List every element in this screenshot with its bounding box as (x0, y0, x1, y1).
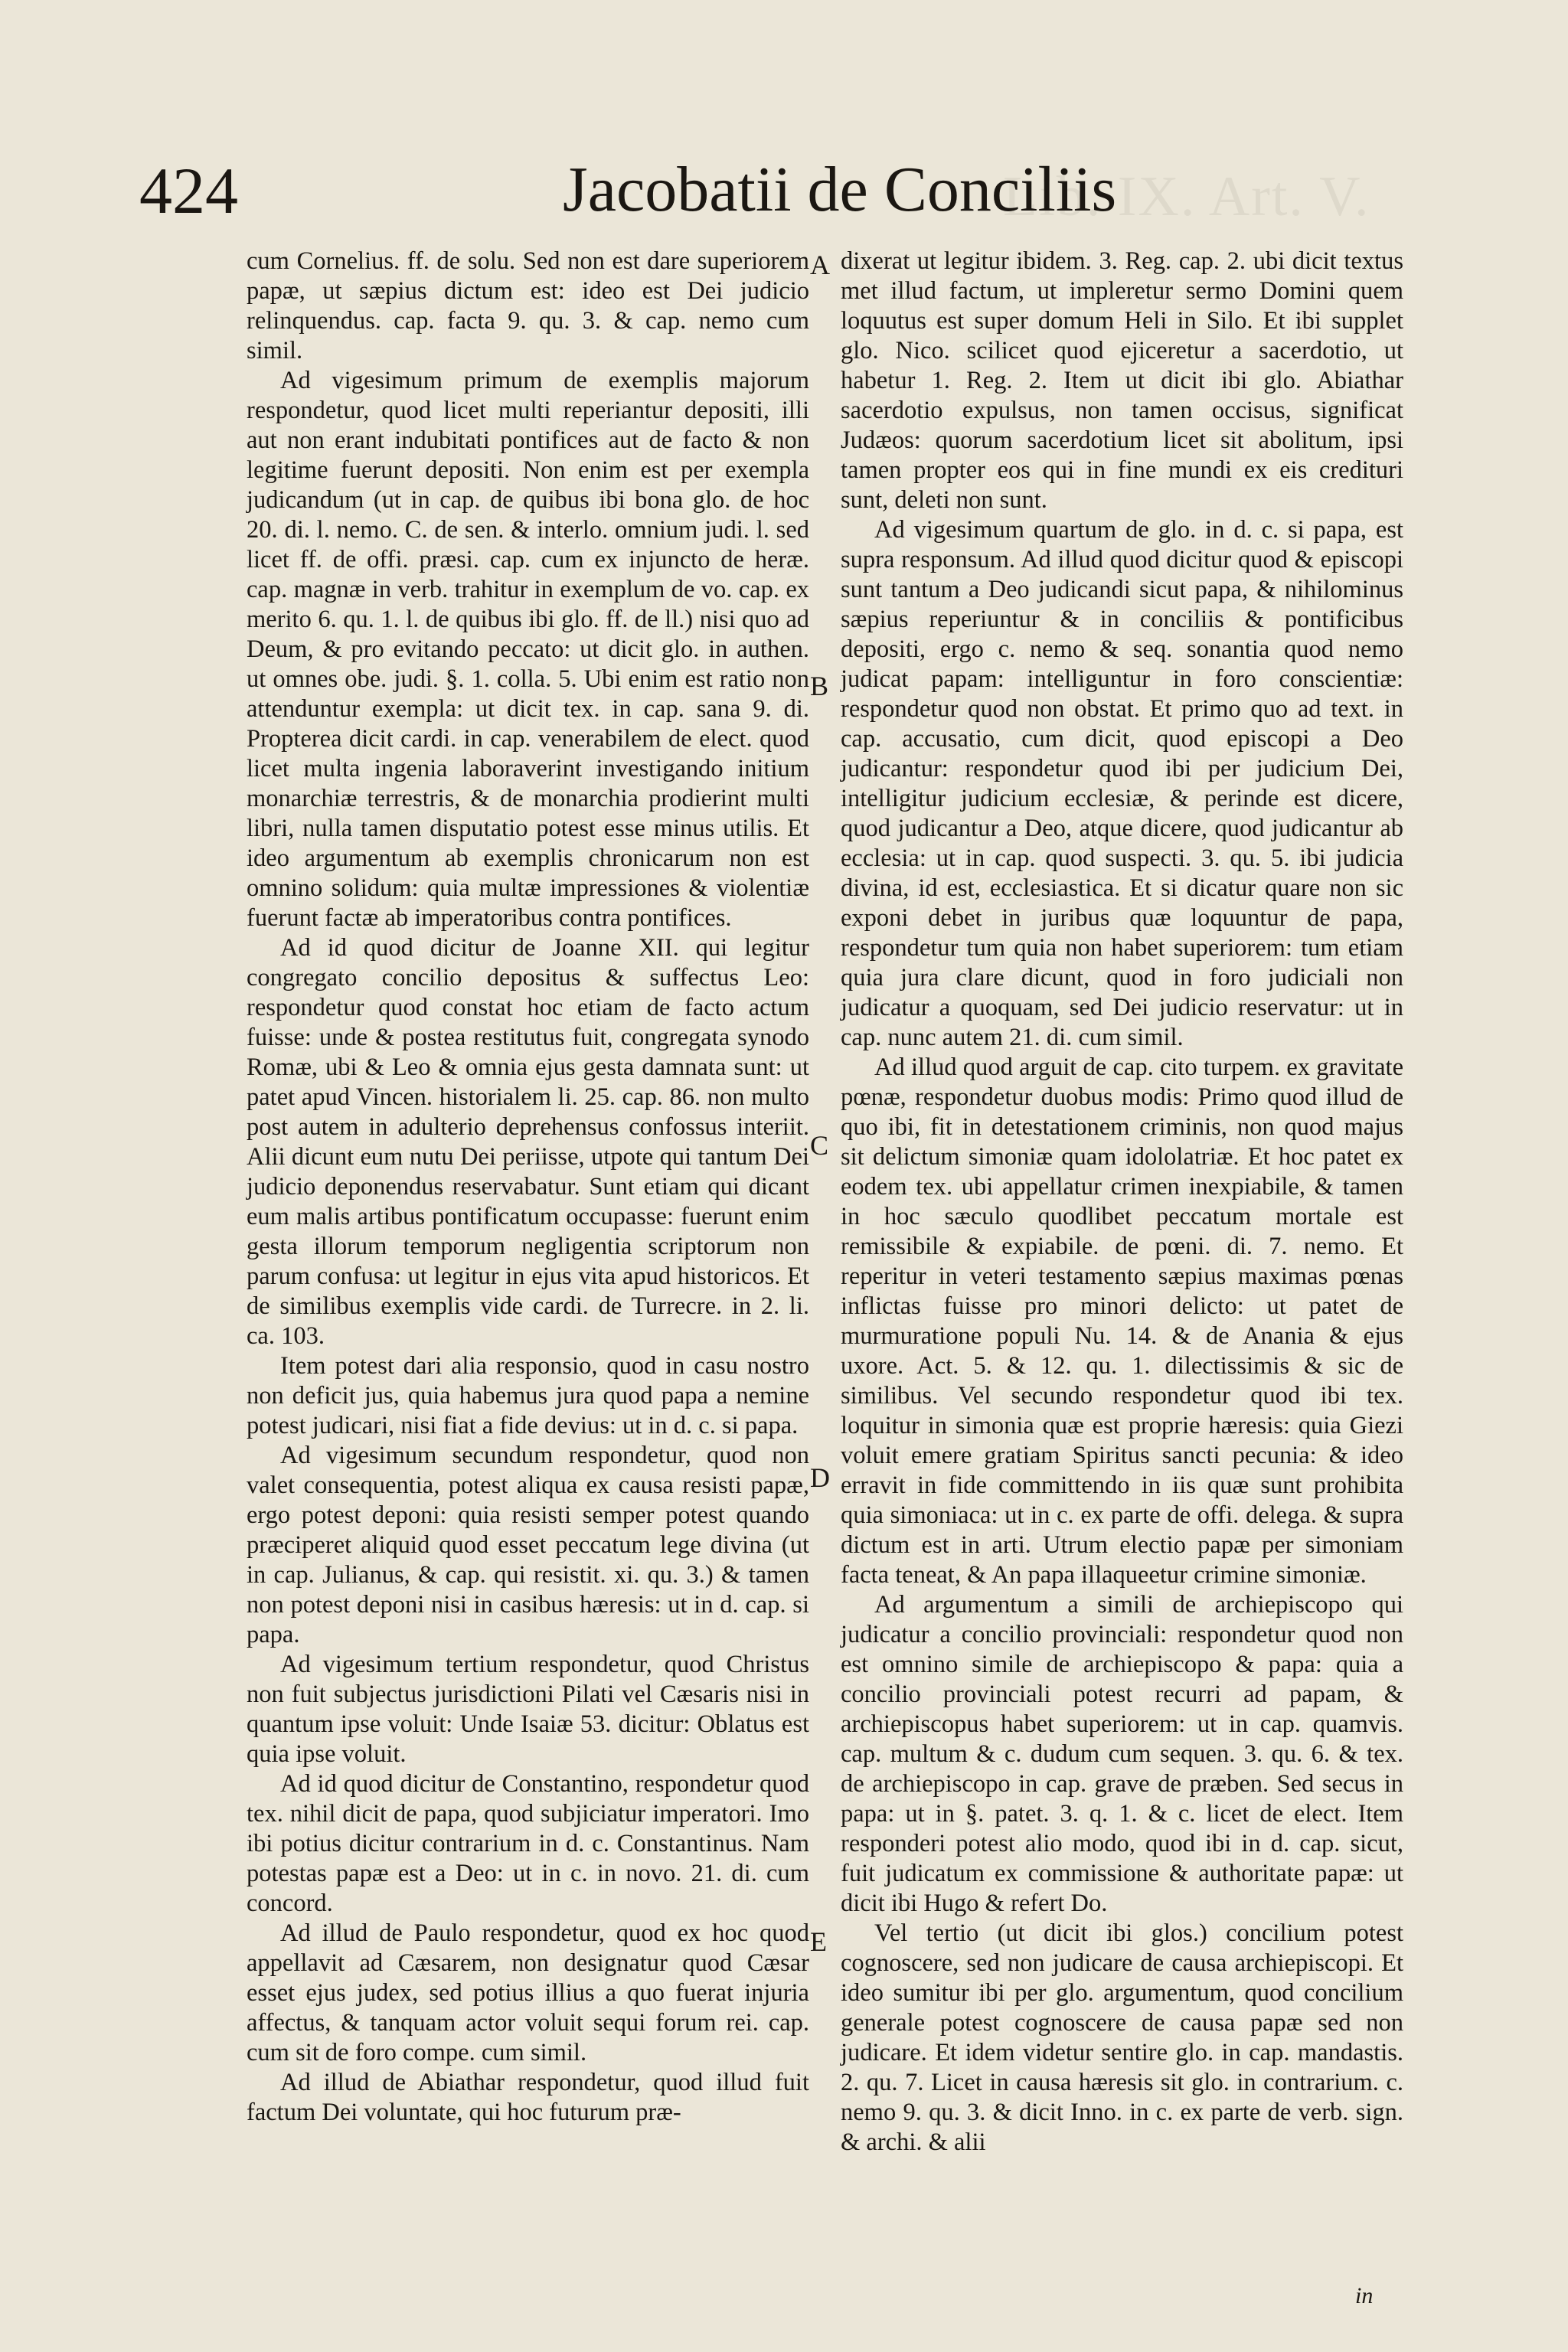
page-number: 424 (139, 154, 238, 227)
section-marker-b: B (810, 671, 829, 701)
right-paragraph: Ad vigesimum quartum de glo. in d. c. si papa, est supra responsum. Ad illud quod dicitur quod & episcopi sunt tantum a Deo judicandi sicut papa, & nihilominus sæpius reperiuntur & in conciliis & pontificibus depositi, ergo c. nemo & seq. sonantia quod nemo judicat papam: intelliguntur in foro conscientiæ: respondetur quod non obstat. Et primo quo ad text. in cap. accusatio, cum dicit, quod episcopi a Deo judicantur: respondetur quod ibi per judicium Dei, intelligitur judicium ecclesiæ, & perinde est dicere, quod judicantur a Deo, atque dicere, quod judicantur ab ecclesia: ut in cap. quod suspecti. 3. qu. 5. ibi judicia divina, id est, ecclesiastica. Et si dicatur quare non sic exponi debet in juribus quæ loquuntur de papa, respondetur tum quia non habet superiorem: tum etiam quia jura clare dicunt, quod in foro judiciali non judicatur a quoquam, sed Dei judicio reservatur: ut in cap. nunc autem 21. di. cum simil. (841, 516, 1403, 1051)
left-paragraph: Ad vigesimum tertium respondetur, quod Christus non fuit subjectus jurisdictioni Pilati vel Cæsaris nisi in quantum ipse voluit: Unde Isaiæ 53. dicitur: Oblatus est quia ipse voluit. (247, 1651, 809, 1768)
right-paragraph: Ad illud quod arguit de cap. cito turpem. ex gravitate pœnæ, respondetur duobus modis: Primo quod illud de quo ibi, fit in detestationem criminis, non quod majus sit delictum simoniæ quam idololatriæ. Et hoc patet ex eodem tex. ubi appellatur crimen inexpiabile, & tamen in hoc sæculo quodlibet peccatum mortale est remissibile & expiabile. de pœni. di. 7. nemo. Et reperitur in veteri testamento sæpius maximas pœnas inflictas fuisse pro minori delicto: ut patet de murmuratione populi Nu. 14. & de Anania & ejus uxore. Act. 5. & 12. qu. 1. dilectissimis & sic de similibus. Vel secundo respondetur quod ibi tex. loquitur in simonia quæ est proprie hæresis: quia Giezi voluit emere gratiam Spiritus sancti pecunia: & ideo erravit in fide committendo in iis quæ sunt prohibita quia simoniaca: ut in c. ex parte de offi. delega. & supra dictum est in arti. Utrum electio papæ per simoniam facta teneat, & An papa illaqueetur crimine simoniæ. (841, 1054, 1403, 1589)
running-title: Jacobatii de Conciliis (563, 154, 1117, 225)
left-paragraph: Ad illud de Paulo respondetur, quod ex hoc quod appellavit ad Cæsarem, non designatur quod Cæsar esset ejus judex, sed potius illius a quo fuerat injuria affectus, & tanquam actor voluit sequi forum rei. cap. cum sit de foro compe. cum simil. (247, 1919, 809, 2066)
section-marker-a: A (810, 250, 830, 280)
left-paragraph: cum Cornelius. ff. de solu. Sed non est dare superiorem papæ, ut sæpius dictum est: ideo est Dei judicio relinquendus. cap. facta 9. qu. 3. & cap. nemo cum simil. (247, 247, 809, 364)
show-through-text: Lib. IX. Art. V. (1003, 165, 1370, 228)
section-marker-e: E (810, 1926, 827, 1957)
right-column (841, 247, 1403, 2158)
left-paragraph: Item potest dari alia responsio, quod in casu nostro non deficit jus, quia habemus jura quod papa a nemine potest judicari, nisi fiat a fide devius: ut in d. c. si papa. (247, 1352, 809, 1439)
left-paragraph: Ad id quod dicitur de Joanne XII. qui legitur congregato concilio depositus & suffectus Leo: respondetur quod constat hoc etiam de facto actum fuisse: unde & postea restitutus fuit, congregata synodo Romæ, ubi & Leo & omnia ejus gesta damnata sunt: ut patet apud Vincen. historialem li. 25. cap. 86. non multo post autem in adulterio deprehensus confossus interiit. Alii dicunt eum nutu Dei periisse, utpote qui tantum Dei judicio deponendus reservabatur. Sunt etiam qui dicant eum malis artibus pontificatum occupasse: fuerunt enim gesta illorum temporum negligentia scriptorum non parum confusa: ut legitur in ejus vita apud historicos. Et de similibus exemplis vide cardi. de Turrecre. in 2. li. ca. 103. (247, 934, 809, 1350)
left-column (247, 247, 809, 2128)
left-paragraph: Ad vigesimum secundum respondetur, quod non valet consequentia, potest aliqua ex causa resisti papæ, ergo potest deponi: quia resisti semper potest quando præciperet aliquid quod esset peccatum lege divina (ut in cap. Julianus, & cap. qui resistit. xi. qu. 3.) & tamen non potest deponi nisi in casibus hæresis: ut in d. cap. si papa. (247, 1442, 809, 1648)
section-marker-c: C (810, 1130, 829, 1161)
right-paragraph: Vel tertio (ut dicit ibi glos.) concilium potest cognoscere, sed non judicare de causa archiepiscopi. Et ideo sumitur ibi per glo. argumentum, quod concilium generale potest cognoscere de causa papæ sed non judicare. Et idem videtur sentire glo. in cap. mandastis. 2. qu. 7. Licet in causa hæresis sit glo. in contrarium. c. nemo 9. qu. 3. & dicit Inno. in c. ex parte de verb. sign. & archi. & alii (841, 1919, 1403, 2156)
right-paragraph: dixerat ut legitur ibidem. 3. Reg. cap. 2. ubi dicit textus met illud factum, ut impleretur sermo Domini quem loquutus est super domum Heli in Silo. Et ibi supplet glo. Nico. scilicet quod ejiceretur a sacerdotio, ut habetur 1. Reg. 2. Item ut dicit ibi glo. Abiathar sacerdotio expulsus, non tamen occisus, significat Judæos: quorum sacerdotium licet sit abolitum, ipsi tamen propter eos qui in fine mundi ex eis credituri sunt, deleti non sunt. (841, 247, 1403, 514)
right-paragraph: Ad argumentum a simili de archiepiscopo qui judicatur a concilio provinciali: respondetur quod non est omnino simile de archiepiscopo & papa: quia a concilio provinciali potest recurri ad papam, & archiepiscopus habet superiorem: ut in cap. quamvis. cap. multum & c. dudum cum sequen. 3. qu. 6. & tex. de archiepiscopo in cap. grave de præben. Sed secus in papa: ut in §. patet. 3. q. 1. & c. licet de elect. Item responderi potest alio modo, quod ibi in d. cap. sicut, fuit judicatum ex commissione & authoritate papæ: ut dicit ibi Hugo & refert Do. (841, 1591, 1403, 1917)
left-paragraph: Ad illud de Abiathar respondetur, quod illud fuit factum Dei voluntate, qui hoc futurum præ- (247, 2069, 809, 2126)
left-paragraph: Ad vigesimum primum de exemplis majorum respondetur, quod licet multi reperiantur depositi, illi aut non erant indubitati pontifices aut de facto & non legitime fuerunt depositi. Non enim est per exempla judicandum (ut in cap. de quibus ibi bona glo. de hoc 20. di. l. nemo. C. de sen. & interlo. omnium judi. l. sed licet ff. de offi. præsi. cap. cum ex injuncto de heræ. cap. magnæ in verb. trahitur in exemplum de vo. cap. ex merito 6. qu. 1. l. de quibus ibi glo. ff. de ll.) nisi quo ad Deum, & pro evitando peccato: ut dicit glo. in authen. ut omnes obe. judi. §. 1. colla. 5. Ubi enim est ratio non attenduntur exempla: ut dicit tex. in cap. sana 9. di. Propterea dicit cardi. in cap. venerabilem de elect. quod licet multa ingenia laboraverint investigando initium monarchiæ terrestris, & de monarchia prodierint multi libri, nulla tamen disputatio potest esse minus utilis. Et ideo argumentum ab exemplis chronicarum non est omnino solidum: quia multæ impressiones & violentiæ fuerunt factæ ab imperatoribus contra pontifices. (247, 367, 809, 932)
catchword: in (1355, 2283, 1374, 2308)
section-marker-d: D (810, 1462, 830, 1493)
left-paragraph: Ad id quod dicitur de Constantino, respondetur quod tex. nihil dicit de papa, quod subjiciatur imperatori. Imo ibi potius dicitur contrarium in d. c. Constantinus. Nam potestas papæ est a Deo: ut in c. in novo. 21. di. cum concord. (247, 1770, 809, 1917)
